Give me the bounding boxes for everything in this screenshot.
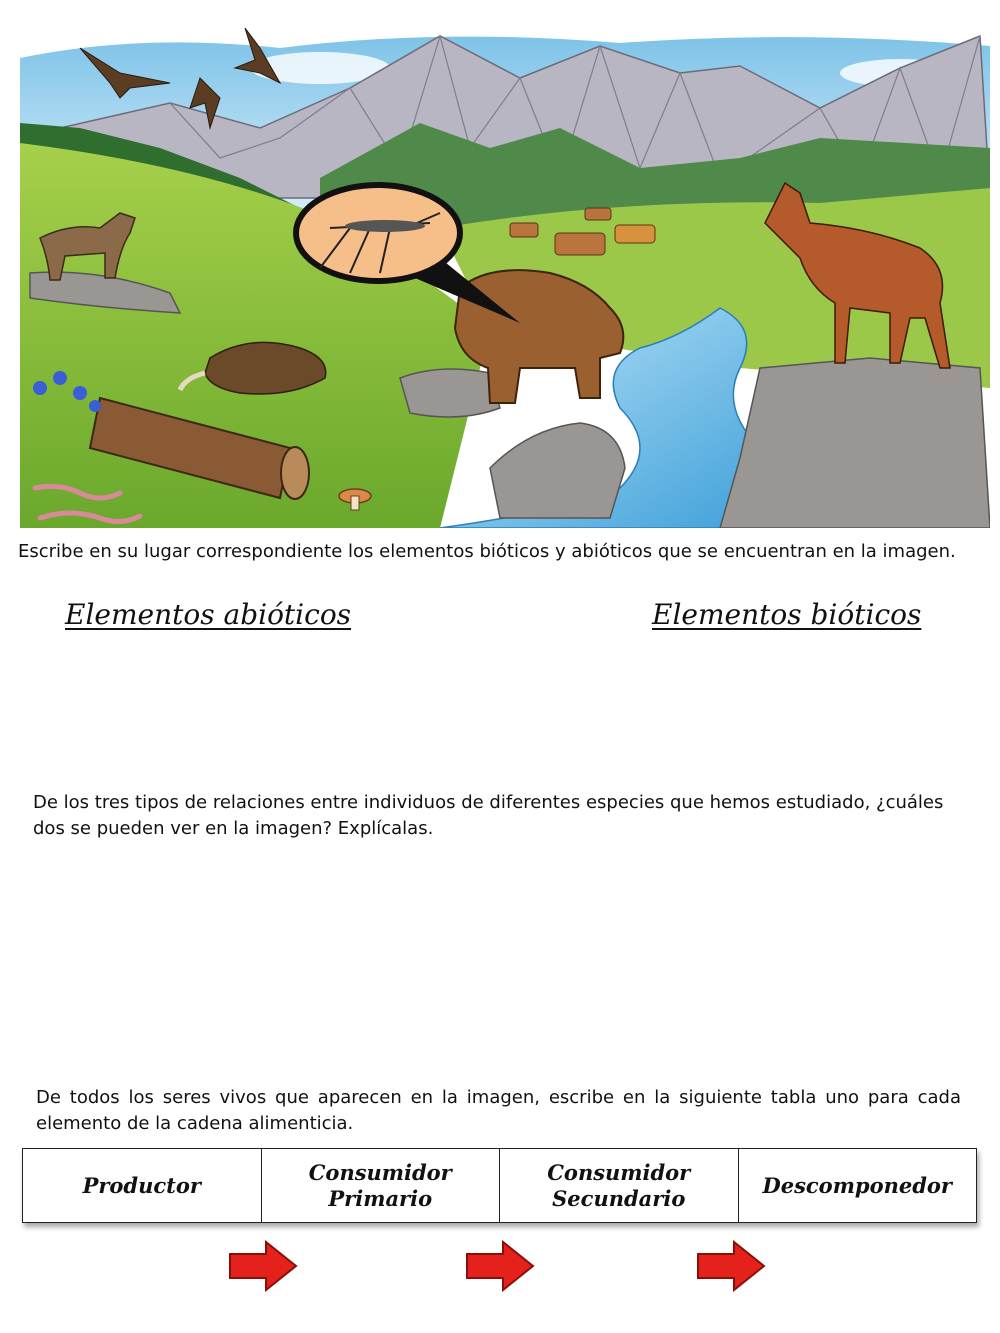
cell-productor[interactable] bbox=[23, 1149, 262, 1223]
cell-label: Consumidor bbox=[547, 1159, 691, 1185]
heading-abiotic: Elementos abióticos bbox=[65, 598, 352, 631]
arrow-right-icon bbox=[228, 1240, 298, 1292]
cell-label: Productor bbox=[82, 1172, 201, 1198]
ecosystem-illustration bbox=[20, 28, 990, 528]
food-chain-row bbox=[23, 1149, 977, 1223]
cell-label-line2: Secundario bbox=[552, 1185, 686, 1211]
cell-label: Descomponedor bbox=[762, 1172, 952, 1198]
cell-consumidor-primario[interactable] bbox=[261, 1149, 500, 1223]
heading-biotic: Elementos bióticos bbox=[652, 598, 922, 631]
abiotic-answer-area[interactable] bbox=[40, 650, 420, 780]
cell-consumidor-secundario[interactable] bbox=[500, 1149, 739, 1223]
cell-label: Consumidor bbox=[308, 1159, 452, 1185]
arrow-right-icon bbox=[696, 1240, 766, 1292]
relations-answer-area[interactable] bbox=[33, 850, 968, 1070]
cell-label-line2: Primario bbox=[328, 1185, 433, 1211]
cell-descomponedor[interactable] bbox=[738, 1149, 977, 1223]
food-chain-table bbox=[22, 1148, 977, 1223]
arrow-right-icon bbox=[465, 1240, 535, 1292]
instruction-biotic-abiotic: Escribe en su lugar correspondiente los elementos bióticos y abióticos que se encuentran en la imagen. bbox=[18, 541, 956, 562]
instruction-relations: De los tres tipos de relaciones entre individuos de diferentes especies que hemos estudiado, ¿cuáles dos se pueden ver en la imagen? Explícalas. bbox=[33, 792, 944, 839]
instruction-food-chain: De todos los seres vivos que aparecen en la imagen, escribe en la siguiente tabla uno para cada elemento de la cadena alimenticia. bbox=[36, 1087, 961, 1134]
biotic-answer-area[interactable] bbox=[600, 650, 980, 780]
